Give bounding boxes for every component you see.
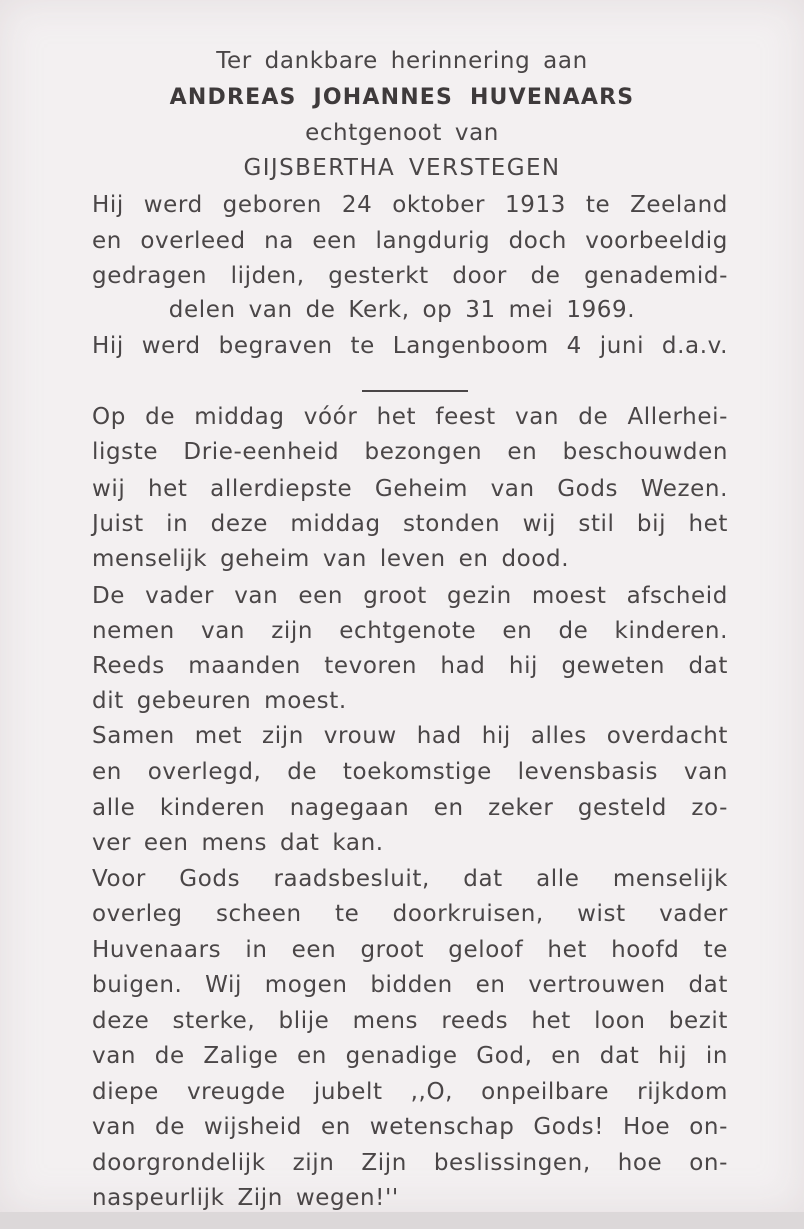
deceased-name: ANDREAS JOHANNES HUVENAARS bbox=[169, 85, 635, 110]
body-line: Samen met zijn vrouw had hij alles overdacht bbox=[92, 723, 728, 749]
body-line: buigen. Wij mogen bidden en vertrouwen dat bbox=[92, 972, 728, 998]
card-bottom-edge bbox=[0, 1212, 804, 1229]
body-line: De vader van een groot gezin moest afscheid bbox=[92, 583, 728, 609]
body-line: ver een mens dat kan. bbox=[92, 830, 384, 856]
body-line: wij het allerdiepste Geheim van Gods Wezen. bbox=[92, 476, 728, 502]
body-line: doorgrondelijk zijn Zijn beslissingen, hoe on- bbox=[92, 1150, 728, 1176]
body-line: Reeds maanden tevoren had hij geweten dat bbox=[92, 653, 728, 679]
body-line: deze sterke, blije mens reeds het loon bezit bbox=[92, 1008, 728, 1034]
body-line: dit gebeuren moest. bbox=[92, 688, 347, 714]
body-line: naspeurlijk Zijn wegen!'' bbox=[92, 1185, 399, 1211]
bio-line: Hij werd begraven te Langenboom 4 juni d.a.v. bbox=[92, 333, 728, 359]
bio-line: delen van de Kerk, op 31 mei 1969. bbox=[168, 297, 636, 323]
body-line: Huvenaars in een groot geloof het hoofd te bbox=[92, 937, 728, 963]
bio-line: en overleed na een langdurig doch voorbeeldig bbox=[92, 228, 728, 254]
body-line: ligste Drie-eenheid bezongen en beschouwden bbox=[92, 439, 728, 465]
body-line: van de wijsheid en wetenschap Gods! Hoe on- bbox=[92, 1114, 728, 1140]
body-line: nemen van zijn echtgenote en de kinderen. bbox=[92, 618, 728, 644]
body-line: Op de middag vóór het feest van de Allerhei- bbox=[92, 404, 728, 430]
relation-line: echtgenoot van bbox=[305, 120, 499, 146]
bio-line: Hij werd geboren 24 oktober 1913 te Zeeland bbox=[92, 192, 728, 218]
body-line: en overlegd, de toekomstige levensbasis van bbox=[92, 759, 728, 785]
spouse-name: GIJSBERTHA VERSTEGEN bbox=[243, 155, 561, 181]
body-line: overleg scheen te doorkruisen, wist vader bbox=[92, 901, 728, 927]
body-line: Juist in deze middag stonden wij stil bij het bbox=[92, 511, 728, 537]
body-line: menselijk geheim van leven en dood. bbox=[92, 546, 570, 572]
intro-line: Ter dankbare herinnering aan bbox=[216, 48, 588, 74]
divider-rule bbox=[362, 390, 468, 392]
body-line: van de Zalige en genadige God, en dat hij in bbox=[92, 1043, 728, 1069]
bio-line: gedragen lijden, gesterkt door de genademid- bbox=[92, 263, 728, 289]
body-line: Voor Gods raadsbesluit, dat alle menselijk bbox=[92, 866, 728, 892]
body-line: alle kinderen nagegaan en zeker gesteld zo- bbox=[92, 795, 728, 821]
body-line: diepe vreugde jubelt ,,O, onpeilbare rijkdom bbox=[92, 1079, 728, 1105]
